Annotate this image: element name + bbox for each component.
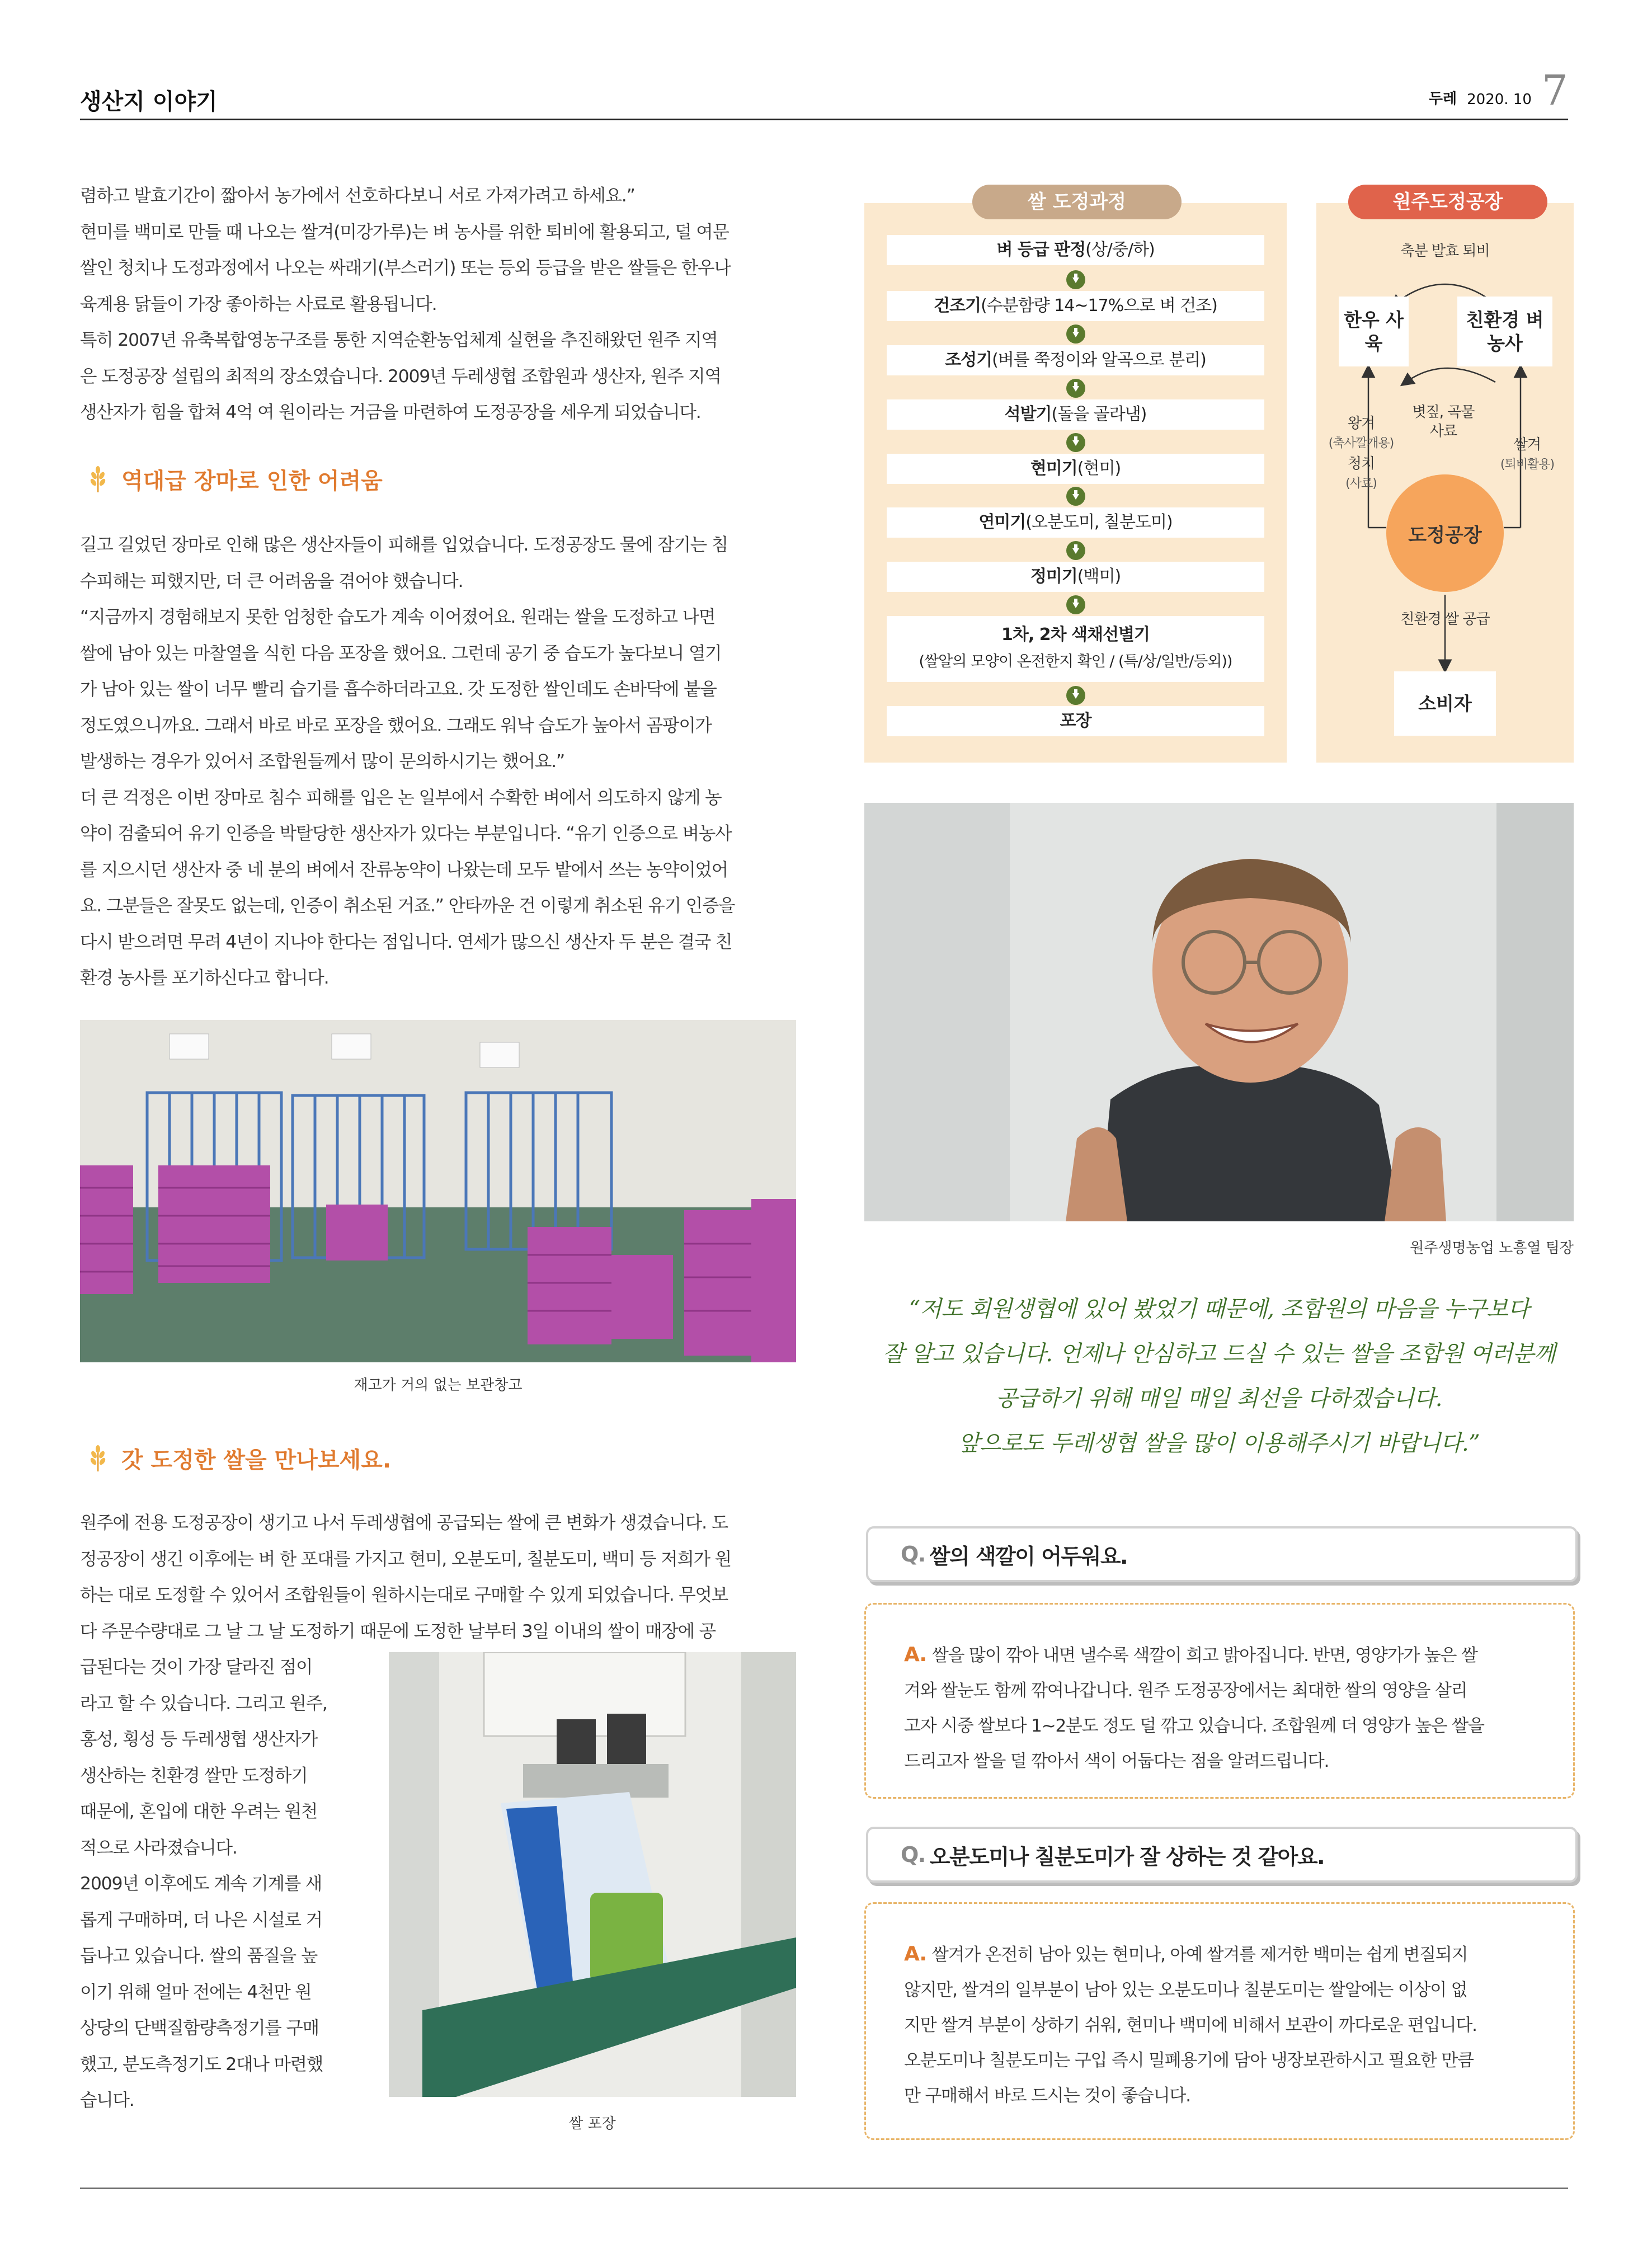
rice-packing-photo (389, 1652, 796, 2097)
husk-sub-label: (축사깔개용) (1328, 436, 1394, 450)
step-desc: (쌀알의 모양이 온전한지 확인 / (특/상/일반/등외)) (919, 653, 1232, 670)
text-line: 하는 대로 도정할 수 있어서 조합원들이 원하시는대로 구매할 수 있게 되었습니다. 무엇보 (80, 1585, 728, 1605)
answer-line: 지만 쌀겨 부분이 상하기 쉬워, 현미나 백미에 비해서 보관이 까다로운 편입니다. (904, 2015, 1477, 2035)
text-line: 생산자가 힘을 합쳐 4억 여 원이라는 거금을 마련하여 도정공장을 세우게 되었습니다. (80, 402, 701, 422)
fresh-rice-paragraph (80, 1505, 796, 1649)
text-line: 상당의 단백질함량측정기를 구매 (80, 2018, 319, 2038)
process-step (887, 399, 1264, 430)
husk-label: 왕겨 (1347, 415, 1375, 432)
text-line: 육계용 닭들이 가장 좋아하는 사료로 활용됩니다. (80, 294, 437, 314)
process-step (887, 507, 1264, 538)
step-name: 벼 등급 판정 (996, 240, 1086, 260)
portrait-illustration (864, 803, 1574, 1221)
wheat-icon (87, 1445, 109, 1473)
bran-sub-label: (퇴비활용) (1500, 458, 1555, 472)
text-line: 정공장이 생긴 이후에는 벼 한 포대를 가지고 현미, 오분도미, 칠분도미, 백미 등 저희가 원 (80, 1549, 732, 1569)
arrow-down-icon (1066, 595, 1085, 614)
hanwoo-card: 한우 사육 (1339, 297, 1409, 366)
process-step (887, 616, 1264, 682)
text-line: 약이 검출되어 유기 인증을 박탈당한 생산자가 있다는 부분입니다. “유기 인증으로 벼농사 (80, 824, 732, 844)
answer-line: 겨와 쌀눈도 함께 깎여나갑니다. 원주 도정공장에서는 최대한 쌀의 영양을 살리 (904, 1681, 1467, 1701)
process-step (887, 454, 1264, 484)
text-line: 요. 그분들은 잘못도 없는데, 인증이 취소된 거죠.” 안타까운 건 이렇게 취소된 유기 인증을 (80, 896, 735, 916)
step-name: 건조기 (934, 296, 981, 316)
answer-line: A. 쌀겨가 온전히 남아 있는 현미나, 아예 쌀겨를 제거한 백미는 쉽게 변질되지 (904, 1943, 1468, 1965)
step-desc: (돌을 골라냄) (1051, 405, 1147, 424)
text-line: 홍성, 횡성 등 두레생협 생산자가 (80, 1729, 318, 1749)
packing-caption: 쌀 포장 (569, 2115, 616, 2132)
question-mark: Q. (901, 1842, 925, 1867)
text-line: 롭게 구매하며, 더 나은 시설로 거 (80, 1909, 322, 1930)
manager-portrait-photo (864, 803, 1574, 1221)
factory-title: 원주도정공장 (1348, 185, 1547, 219)
section-title: 생산지 이야기 (80, 89, 218, 115)
question-box (866, 1827, 1578, 1883)
fresh-rice-paragraph-narrow (80, 1649, 360, 2119)
footer-divider (80, 2188, 1568, 2189)
text-line: 생산하는 친환경 쌀만 도정하기 (80, 1765, 308, 1786)
section-heading-text: 역대급 장마로 인한 어려움 (121, 468, 383, 494)
text-line: 했고, 분도측정기도 2대나 마련했 (80, 2054, 323, 2075)
answer-mark: A. (904, 1943, 926, 1965)
section-heading-fresh-rice (87, 1442, 391, 1474)
step-desc: (상/중/하) (1085, 240, 1155, 260)
intro-paragraph (80, 178, 796, 431)
arrow-down-icon (1066, 686, 1085, 705)
storage-room-photo (80, 1020, 796, 1362)
step-name: 포장 (1060, 711, 1091, 731)
step-desc: (수분함량 14~17%으로 벼 건조) (981, 296, 1217, 316)
chungchi-label: 청치 (1347, 455, 1375, 472)
chungchi-sub-label: (사료) (1345, 477, 1377, 491)
quote-line: 공급하기 위해 매일 매일 최선을 다하겠습니다. (996, 1386, 1442, 1412)
step-desc: (오분도미, 칠분도미) (1025, 512, 1173, 532)
portrait-caption: 원주생명농업 노흥열 팀장 (1410, 1240, 1574, 1257)
section-heading-monsoon (87, 463, 383, 495)
text-line: 다시 받으려면 무려 4년이 지나야 한다는 점입니다. 연세가 많으신 생산자 두 분은 결국 친 (80, 932, 732, 952)
step-name: 1차, 2차 색채선별기 (1001, 625, 1150, 645)
arrow-down-icon (1066, 324, 1085, 344)
text-line: 더 큰 걱정은 이번 장마로 침수 피해를 입은 논 일부에서 수확한 벼에서 의도하지 않게 농 (80, 787, 722, 808)
text-line: 쌀인 청치나 도정과정에서 나오는 싸래기(부스러기) 또는 등외 등급을 받은 쌀들은 한우나 (80, 258, 731, 278)
answer-box (864, 1902, 1575, 2140)
text-line: 때문에, 혼입에 대한 우려는 원천 (80, 1802, 318, 1822)
answer-line: 만 구매해서 바로 드시는 것이 좋습니다. (904, 2086, 1190, 2106)
section-heading-text: 갓 도정한 쌀을 만나보세요. (121, 1447, 392, 1473)
answer-line: 않지만, 쌀겨의 일부분이 남아 있는 오분도미나 칠분도미는 쌀알에는 이상이 없 (904, 1980, 1467, 2000)
arrow-down-icon (1066, 379, 1085, 398)
arrow-down-icon (1066, 487, 1085, 506)
question-text: 오분도미나 칠분도미가 잘 상하는 것 같아요. (929, 1844, 1325, 1869)
consumer-card: 소비자 (1394, 671, 1496, 736)
page-number: 7 (1541, 67, 1568, 115)
step-name: 현미기 (1030, 459, 1077, 478)
process-title: 쌀 도정과정 (972, 185, 1182, 219)
straw-feed-label: 볏짚, 곡물사료 (1412, 404, 1475, 440)
eco-rice-farm-card: 친환경 벼 농사 (1457, 297, 1552, 366)
question-mark: Q. (901, 1542, 925, 1567)
compost-label: 축분 발효 퇴비 (1400, 243, 1490, 260)
step-name: 조성기 (945, 350, 992, 370)
step-desc: (현미) (1077, 459, 1121, 478)
quote-line: 잘 알고 있습니다. 언제나 안심하고 드실 수 있는 쌀을 조합원 여러분께 (882, 1341, 1556, 1367)
text-line: 길고 길었던 장마로 인해 많은 생산자들이 피해를 입었습니다. 도정공장도 물에 잠기는 침 (80, 535, 728, 555)
text-line: 라고 할 수 있습니다. 그리고 원주, (80, 1693, 327, 1714)
step-name: 석발기 (1004, 405, 1052, 424)
text-line: 이기 위해 얼마 전에는 4천만 원 (80, 1982, 312, 2002)
quote-line: 앞으로도 두레생협 쌀을 많이 이용해주시기 바랍니다.” (958, 1431, 1480, 1456)
text-line: 쌀에 남아 있는 마찰열을 식힌 다음 포장을 했어요. 그런데 공기 중 습도가 높다보니 열기 (80, 643, 722, 664)
text-line: “지금까지 경험해보지 못한 엄청한 습도가 계속 이어졌어요. 원래는 쌀을 도정하고 나면 (80, 607, 716, 627)
text-line: 현미를 백미로 만들 때 나오는 쌀겨(미강가루)는 벼 농사를 위한 퇴비에 활용되고, 덜 여문 (80, 222, 729, 242)
text-line: 를 지으시던 생산자 중 네 분의 벼에서 잔류농약이 나왔는데 모두 밭에서 쓰는 농약이었어 (80, 859, 728, 880)
arrow-down-icon (1066, 270, 1085, 289)
bran-label: 쌀겨 (1513, 436, 1541, 453)
issue-date: 2020. 10 (1467, 91, 1532, 108)
step-name: 정미기 (1030, 567, 1077, 586)
header-divider (80, 119, 1568, 120)
arrow-down-icon (1066, 541, 1085, 560)
text-line: 가 남아 있는 쌀이 너무 빨리 습기를 흡수하더라고요. 갓 도정한 쌀인데도 손바닥에 붙을 (80, 679, 717, 699)
process-step (887, 291, 1264, 321)
text-line: 원주에 전용 도정공장이 생기고 나서 두레생협에 공급되는 쌀에 큰 변화가 생겼습니다. 도 (80, 1513, 728, 1533)
storage-caption: 재고가 거의 없는 보관창고 (354, 1377, 523, 1394)
answer-mark: A. (904, 1643, 926, 1666)
question-box (866, 1526, 1578, 1582)
step-desc: (백미) (1077, 567, 1121, 586)
storage-illustration (80, 1020, 796, 1362)
wheat-icon (87, 465, 109, 493)
text-line: 렴하고 발효기간이 짧아서 농가에서 선호하다보니 서로 가져가려고 하세요.” (80, 186, 635, 206)
issue-info (1428, 67, 1568, 115)
mill-circle: 도정공장 (1386, 474, 1504, 592)
arrow-down-icon (1066, 433, 1085, 452)
step-name: 연미기 (978, 512, 1026, 532)
answer-line: 고자 시중 쌀보다 1~2분도 정도 덜 깎고 있습니다. 조합원께 더 영양가 높은 쌀을 (904, 1716, 1484, 1736)
supply-label: 친환경 쌀 공급 (1400, 611, 1490, 628)
process-step (887, 706, 1264, 736)
text-line: 적으로 사라졌습니다. (80, 1837, 237, 1858)
text-line: 발생하는 경우가 있어서 조합원들께서 많이 문의하시기는 했어요.” (80, 751, 564, 772)
text-line: 수피해는 피했지만, 더 큰 어려움을 겪어야 했습니다. (80, 571, 463, 591)
manager-quote (864, 1287, 1574, 1466)
process-step (887, 345, 1264, 375)
text-line: 습니다. (80, 2090, 134, 2110)
text-line: 2009년 이후에도 계속 기계를 새 (80, 1874, 322, 1894)
quote-line: “저도 회원생협에 있어 봤었기 때문에, 조합원의 마음을 누구보다 (909, 1296, 1529, 1322)
answer-line: 오분도미나 칠분도미는 구입 즉시 밀폐용기에 담아 냉장보관하시고 필요한 만큼 (904, 2050, 1474, 2071)
monsoon-paragraph (80, 527, 796, 996)
answer-line: A. 쌀을 많이 깎아 내면 낼수록 색깔이 희고 밝아집니다. 반면, 영양가가 높은 쌀 (904, 1643, 1477, 1666)
answer-line: 드리고자 쌀을 덜 깎아서 색이 어둡다는 점을 알려드립니다. (904, 1751, 1329, 1771)
text-line: 정도였으니까요. 그래서 바로 바로 포장을 했어요. 그래도 워낙 습도가 높아서 곰팡이가 (80, 715, 712, 736)
process-step (887, 562, 1264, 592)
answer-box (864, 1603, 1575, 1799)
process-step (887, 235, 1264, 265)
text-line: 은 도정공장 설립의 최적의 장소였습니다. 2009년 두레생협 조합원과 생산자, 원주 지역 (80, 366, 721, 387)
text-line: 듭나고 있습니다. 쌀의 품질을 높 (80, 1946, 318, 1966)
text-line: 급된다는 것이 가장 달라진 점이 (80, 1657, 313, 1677)
text-line: 다 주문수량대로 그 날 그 날 도정하기 때문에 도정한 날부터 3일 이내의 쌀이 매장에 공 (80, 1621, 716, 1642)
packing-illustration (389, 1652, 796, 2097)
text-line: 특히 2007년 유축복합영농구조를 통한 지역순환농업체계 실현을 추진해왔던 원주 지역 (80, 330, 718, 350)
question-text: 쌀의 색깔이 어두워요. (929, 1544, 1128, 1569)
text-line: 환경 농사를 포기하신다고 합니다. (80, 968, 329, 988)
step-desc: (벼를 쭉정이와 알곡으로 분리) (992, 350, 1206, 370)
magazine-name: 두레 (1428, 91, 1457, 107)
